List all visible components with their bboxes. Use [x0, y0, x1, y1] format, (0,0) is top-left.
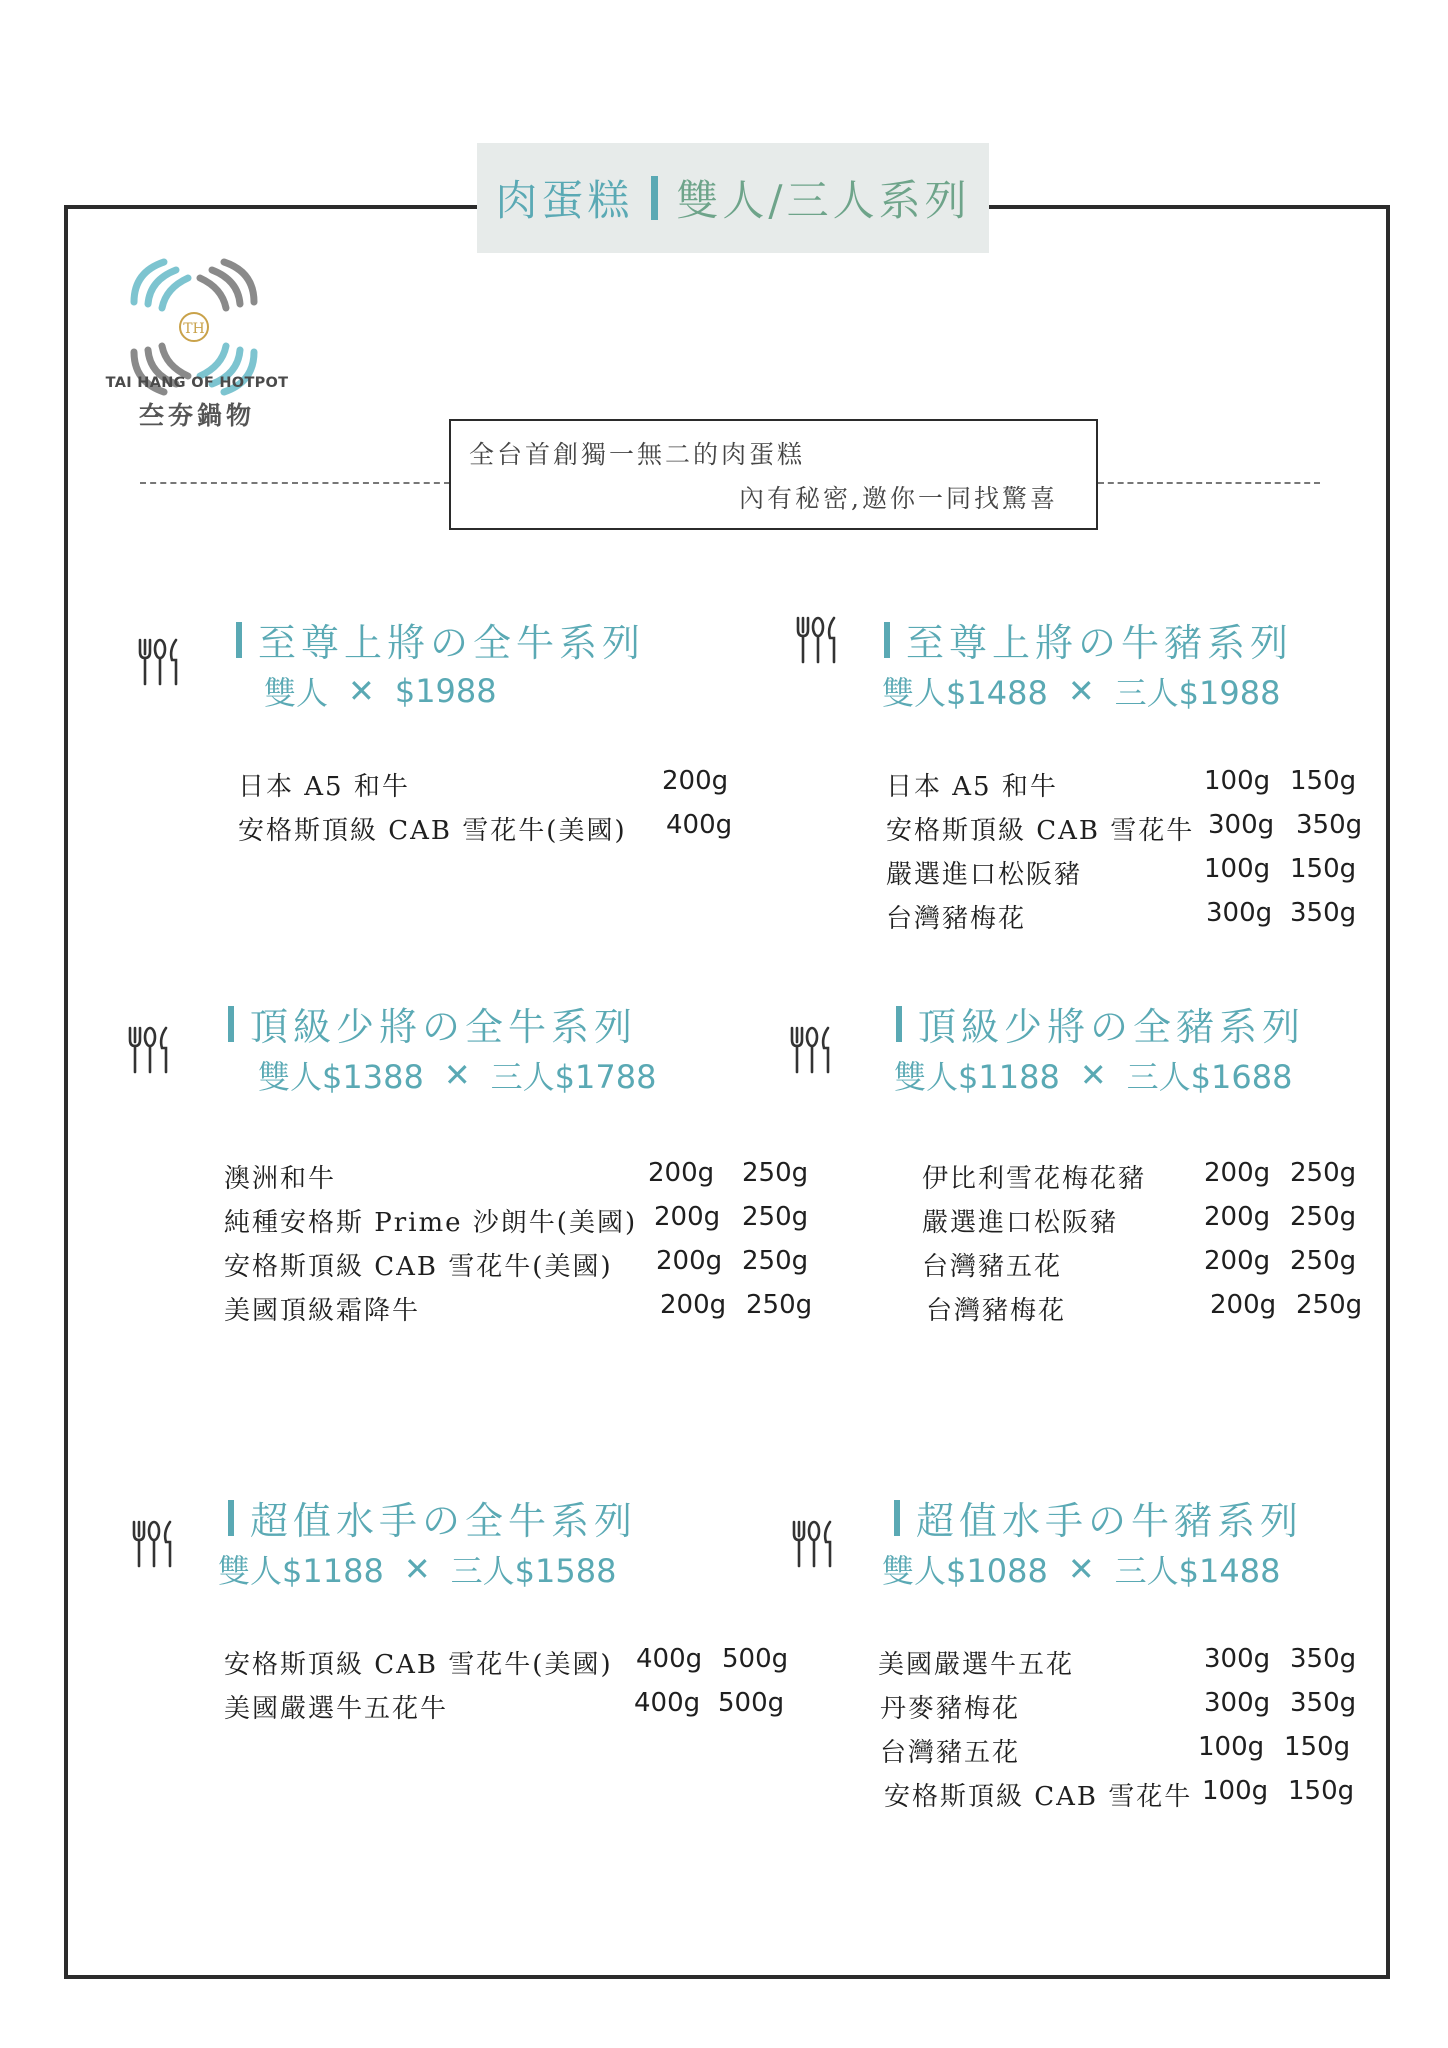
utensils-icon	[130, 1518, 178, 1570]
multiply-icon: ✕	[1079, 1056, 1107, 1094]
section-4-title: 頂級少將の全豬系列	[896, 996, 1305, 1051]
multiply-icon: ✕	[1067, 1550, 1095, 1588]
tagline-line-2: 內有秘密,邀你一同找驚喜	[739, 484, 1058, 513]
logo-english-name: TAI HANG OF HOTPOT	[105, 375, 289, 391]
section-2-title: 至尊上將の牛豬系列	[884, 612, 1293, 667]
multiply-icon: ✕	[403, 1550, 431, 1588]
section-1-price: 雙人 ✕ $1988	[264, 672, 497, 712]
section-6-price: 雙人$1088 ✕ 三人$1488	[882, 1550, 1281, 1590]
dashed-divider-right	[1098, 482, 1320, 484]
menu-header	[477, 143, 989, 253]
utensils-icon	[126, 1024, 174, 1076]
utensils-icon	[788, 1024, 836, 1076]
header-divider	[651, 176, 658, 220]
dashed-divider-left	[140, 482, 450, 484]
section-3-title: 頂級少將の全牛系列	[228, 996, 637, 1051]
section-5-title: 超值水手の全牛系列	[228, 1490, 637, 1545]
svg-text:TH: TH	[183, 321, 205, 337]
section-5-price: 雙人$1188 ✕ 三人$1588	[218, 1550, 617, 1590]
section-1-title: 至尊上將の全牛系列	[236, 612, 645, 667]
utensils-icon	[794, 614, 842, 666]
section-4-price: 雙人$1188 ✕ 三人$1688	[894, 1056, 1293, 1096]
tagline-line-1: 全台首創獨一無二的肉蛋糕	[469, 440, 806, 469]
multiply-icon: ✕	[443, 1056, 471, 1094]
section-6-title: 超值水手の牛豬系列	[894, 1490, 1303, 1545]
utensils-icon	[790, 1518, 838, 1570]
utensils-icon	[136, 636, 184, 688]
multiply-icon: ✕	[1067, 672, 1095, 710]
section-2-price: 雙人$1488 ✕ 三人$1988	[882, 672, 1281, 712]
section-3-price: 雙人$1388 ✕ 三人$1788	[258, 1056, 657, 1096]
logo-chinese-name: 夳夯鍋物	[138, 401, 255, 430]
header-title-right: 雙人/三人系列	[676, 176, 971, 225]
tagline-box	[449, 419, 1098, 530]
multiply-icon: ✕	[348, 672, 375, 710]
header-title-left: 肉蛋糕	[495, 176, 634, 225]
